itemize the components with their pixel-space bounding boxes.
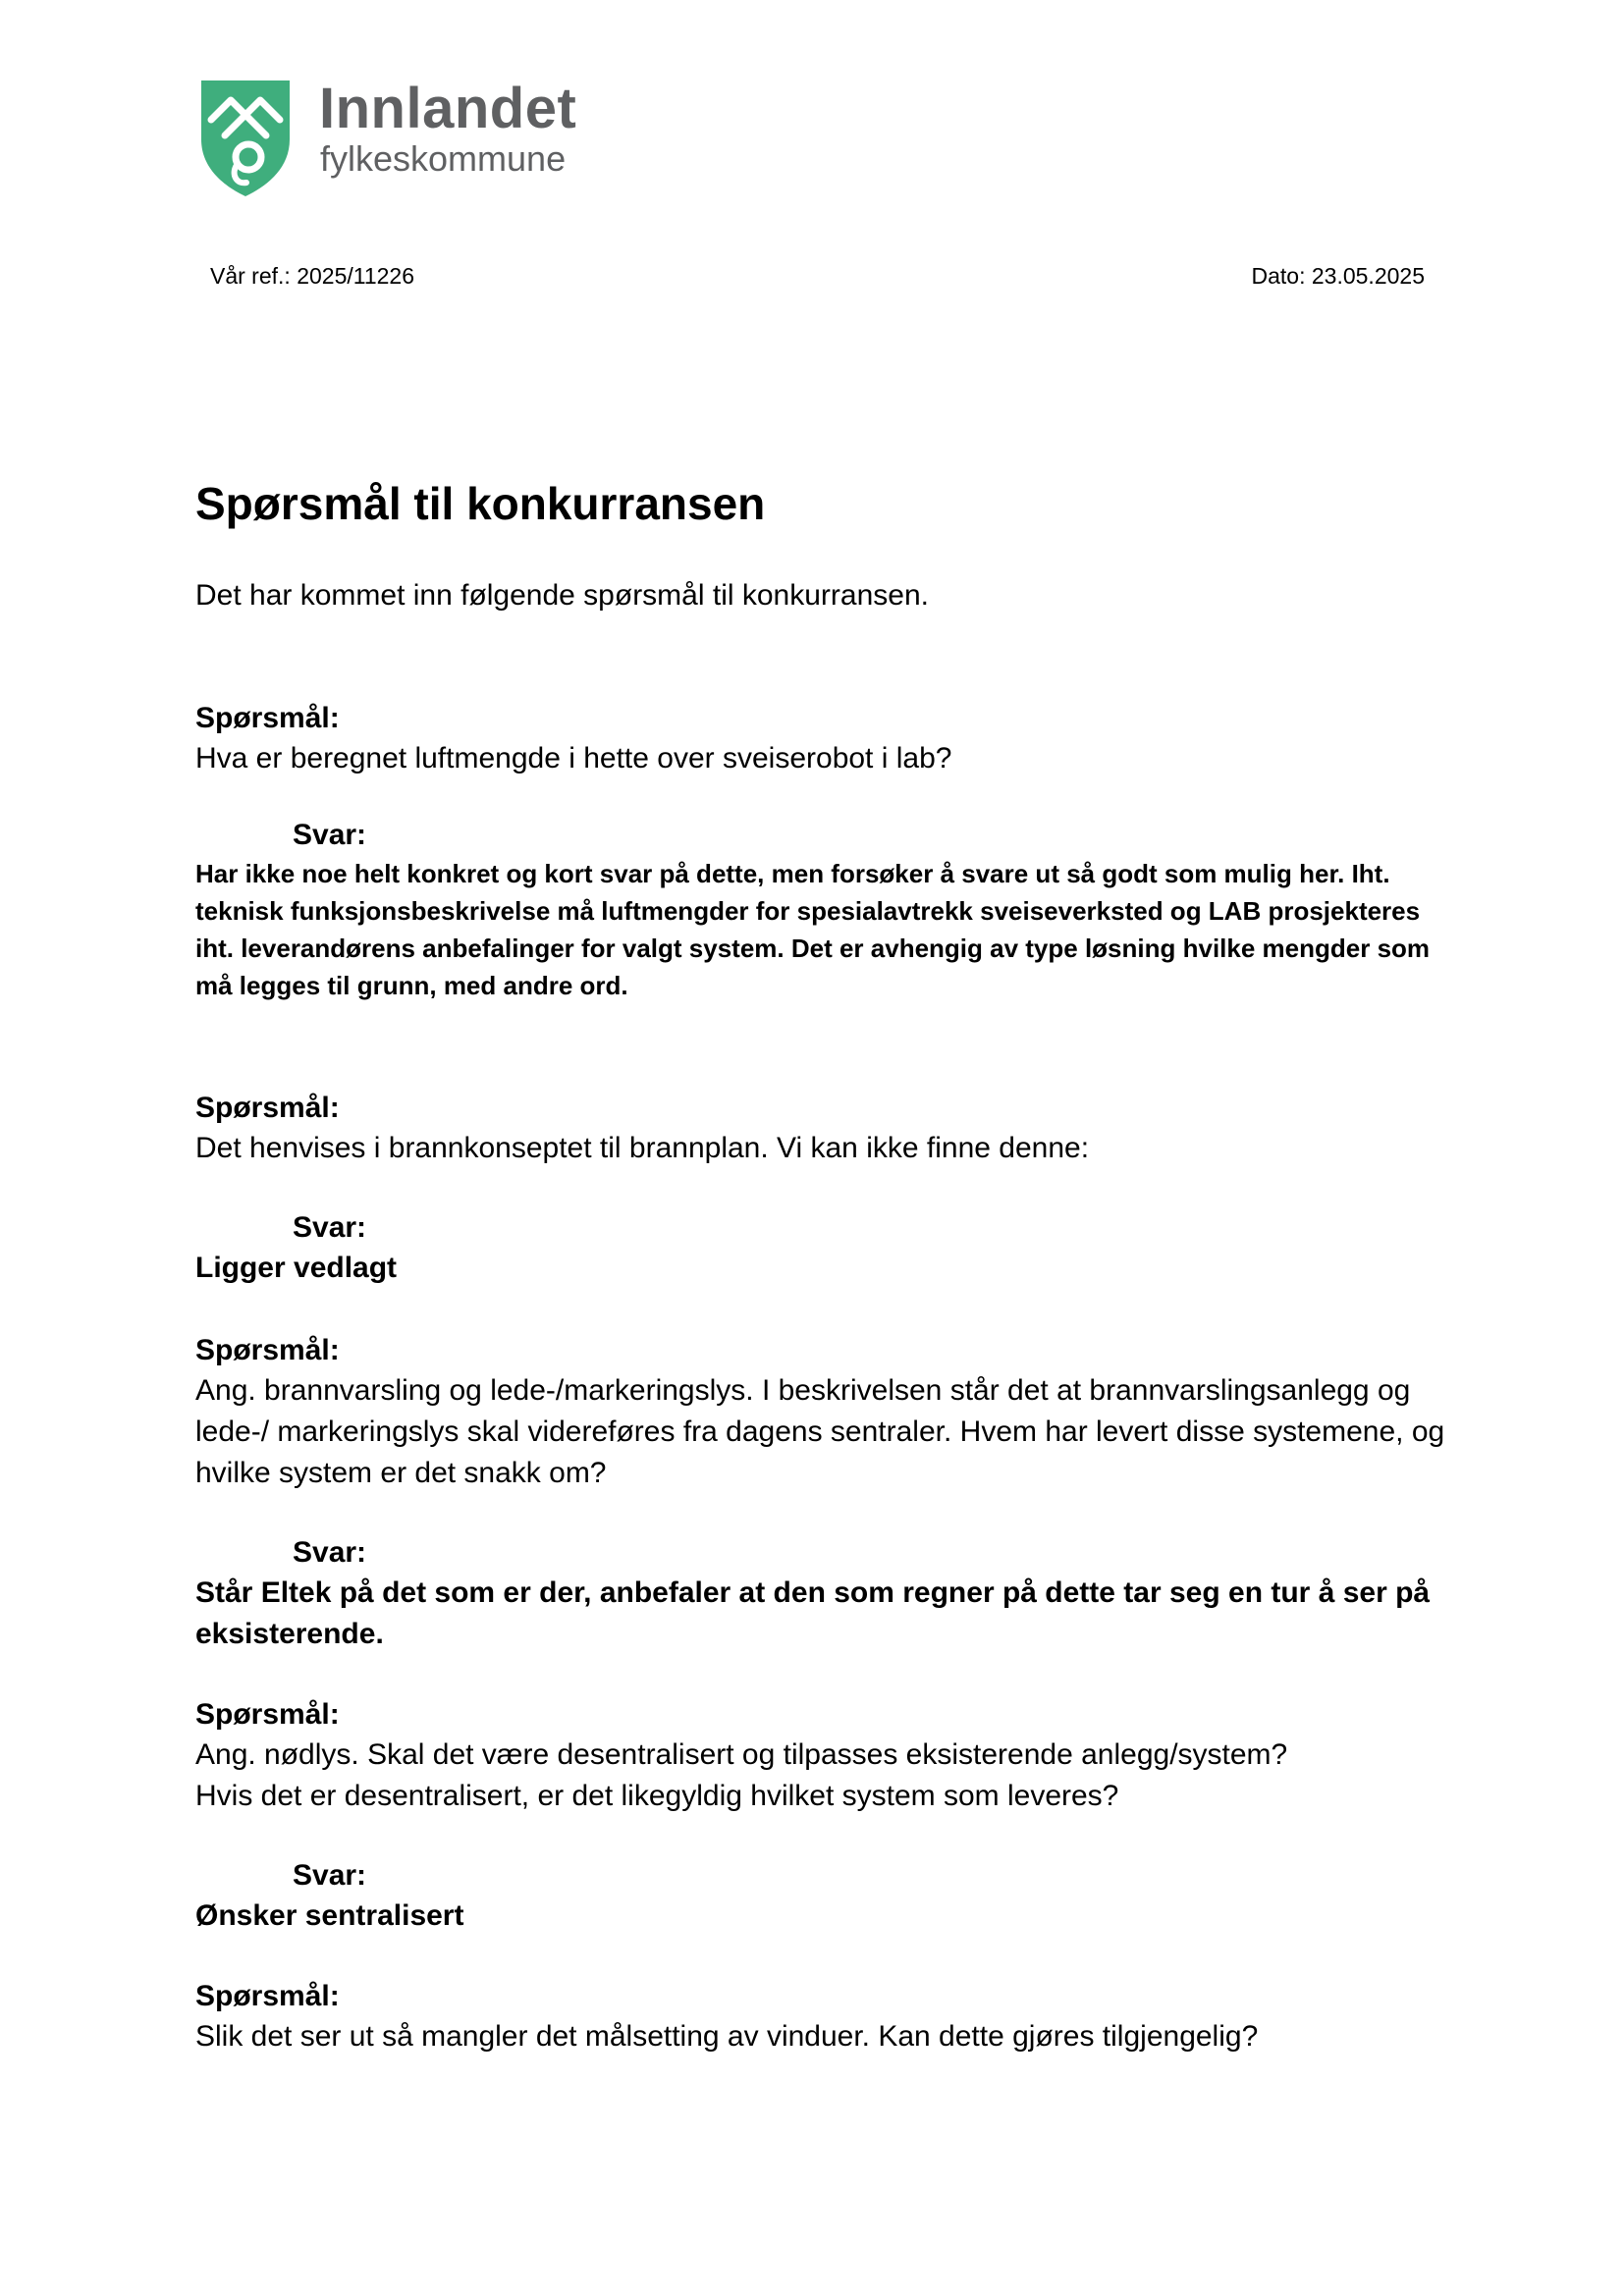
- logo-org-subtitle: fylkeskommune: [320, 138, 567, 179]
- answer-label: Svar:: [293, 819, 367, 851]
- reference-number: Vår ref.: 2025/11226: [210, 263, 414, 289]
- question-block-5: [195, 1977, 1452, 2057]
- answer-label: Svar:: [293, 1859, 367, 1892]
- question-block-1: [195, 699, 1452, 1004]
- question-text: Hva er beregnet luftmengde i hette over sveiserobot i lab?: [195, 742, 952, 774]
- page-title: Spørsmål til konkurransen: [195, 478, 766, 529]
- answer-text: Står Eltek på det som er der, anbefaler at den som regner på dette tar seg en tur å ser på eksisterende.: [195, 1576, 1431, 1650]
- question-label: Spørsmål:: [195, 1092, 340, 1124]
- question-block-4: [195, 1695, 1452, 1937]
- intro-text: Det har kommet inn følgende spørsmål til konkurransen.: [195, 579, 929, 612]
- question-text: Slik det ser ut så mangler det målsetting av vinduer. Kan dette gjøres tilgjengelig?: [195, 2020, 1259, 2053]
- answer-label: Svar:: [293, 1536, 367, 1569]
- question-text: Det henvises i brannkonseptet til brannplan. Vi kan ikke finne denne:: [195, 1132, 1090, 1164]
- shield-icon: [197, 79, 294, 198]
- question-text-line-2: Hvis det er desentralisert, er det likegyldig hvilket system som leveres?: [195, 1780, 1119, 1812]
- answer-text: Ønsker sentralisert: [195, 1899, 464, 1932]
- question-block-3: [195, 1331, 1452, 1655]
- question-label: Spørsmål:: [195, 1980, 340, 2012]
- question-text: Ang. brannvarsling og lede-/markeringslys. I beskrivelsen står det at brannvarslingsanlegg og lede-/ markeringslys skal videreføres fra dagens sentraler. Hvem har levert disse systemene, og hvilke system er det snakk om?: [195, 1374, 1445, 1489]
- question-text-line-1: Ang. nødlys. Skal det være desentralisert og tilpasses eksisterende anlegg/system?: [195, 1738, 1288, 1771]
- organization-logo: [197, 79, 610, 206]
- answer-text: Har ikke noe helt konkret og kort svar på dette, men forsøker å svare ut så godt som mulig her. Iht. teknisk funksjonsbeskrivelse må luftmengder for spesialavtrekk sveiseverksted og LAB prosjekteres iht. leverandørens anbefalinger for valgt system. Det er avhengig av type løsning hvilke mengder som må legges til grunn, med andre ord.: [195, 859, 1431, 1000]
- answer-label: Svar:: [293, 1211, 367, 1244]
- question-label: Spørsmål:: [195, 1698, 340, 1731]
- question-label: Spørsmål:: [195, 702, 340, 734]
- logo-org-name: Innlandet: [319, 77, 577, 140]
- question-block-2: [195, 1089, 1452, 1289]
- question-label: Spørsmål:: [195, 1334, 340, 1366]
- document-date: Dato: 23.05.2025: [1251, 263, 1425, 289]
- answer-text: Ligger vedlagt: [195, 1252, 398, 1284]
